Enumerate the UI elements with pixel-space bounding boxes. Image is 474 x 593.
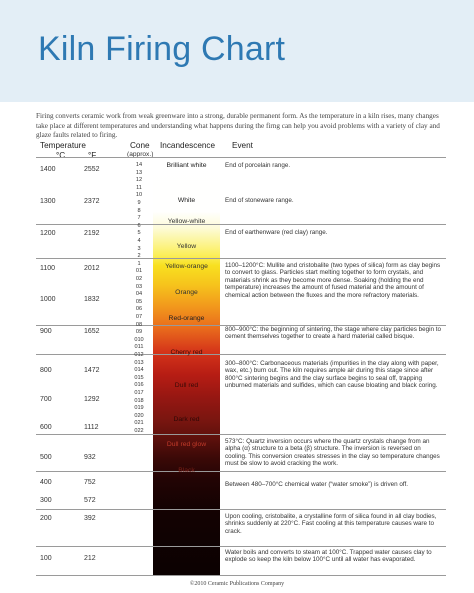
temperature-header: Temperature — [40, 141, 86, 150]
cone-number: 021 — [134, 420, 144, 427]
row-divider — [36, 509, 446, 510]
cone-number: 10 — [135, 192, 143, 199]
cone-number: 022 — [134, 428, 144, 434]
cone-number: 01 — [135, 268, 143, 275]
temp-fahrenheit: 2012 — [84, 265, 100, 272]
cone-number: 011 — [134, 344, 144, 351]
incandescence-label: Dull red — [174, 382, 199, 389]
temp-fahrenheit: 2552 — [84, 166, 100, 173]
celsius-header: °C — [56, 151, 66, 160]
cone-number: 7 — [137, 215, 141, 222]
temp-fahrenheit: 752 — [84, 479, 96, 486]
row-divider — [36, 434, 446, 435]
temp-fahrenheit: 2372 — [84, 198, 100, 205]
incandescence-label: Dark red — [173, 416, 200, 423]
cone-number: 09 — [135, 329, 143, 336]
event-description: 573°C: Quartz inversion occurs where the quartz crystals change from an alpha (α) structure to a beta (β) structure. The inversion is reversed on cooling. This conversion creates stresses in the clay so temperature changes must be slow to avoid cracking the work. — [225, 438, 440, 468]
cone-number: 015 — [134, 374, 144, 381]
event-description: End of earthenware (red clay) range. — [225, 229, 328, 236]
temp-celsius: 1100 — [40, 265, 56, 272]
incandescence-header: Incandescence — [160, 141, 216, 150]
cone-number: 019 — [134, 405, 144, 412]
copyright-footer: ©2010 Ceramic Publications Company — [189, 581, 285, 587]
temp-fahrenheit: 212 — [84, 555, 96, 562]
cone-number: 14 — [135, 162, 143, 168]
row-divider — [36, 546, 446, 547]
temp-celsius: 400 — [40, 479, 52, 486]
temp-fahrenheit: 392 — [84, 515, 96, 522]
incandescence-label: White — [177, 197, 196, 204]
temp-fahrenheit: 1472 — [84, 367, 100, 374]
incandescence-label: Brilliant white — [166, 162, 207, 169]
intro-paragraph: Firing converts ceramic work from weak greenware into a strong, durable permanent form. As the temperature in a kiln rises, many changes take place at different temperatures and understanding what happens during the firng can help you avoid problems with a variety of clay and glaze faults related to firing. — [36, 112, 440, 140]
incandescence-label: Yellow-white — [167, 218, 206, 225]
cone-number: 12 — [135, 177, 143, 184]
event-description: End of stoneware range. — [225, 197, 294, 204]
title-banner — [0, 0, 474, 102]
row-divider — [36, 471, 446, 472]
temp-celsius: 1300 — [40, 198, 56, 205]
temp-fahrenheit: 932 — [84, 454, 96, 461]
temp-celsius: 600 — [40, 424, 52, 431]
cone-number: 03 — [135, 283, 143, 290]
temp-fahrenheit: 1292 — [84, 396, 100, 403]
cone-subheader: (approx.) — [127, 151, 154, 158]
event-header: Event — [232, 141, 253, 150]
temp-celsius: 1200 — [40, 230, 56, 237]
cone-number: 02 — [135, 276, 143, 282]
cone-number: 017 — [134, 390, 144, 396]
cone-number: 04 — [135, 291, 143, 298]
cone-number: 016 — [134, 382, 144, 389]
cone-number: 07 — [135, 314, 143, 320]
event-description: 800–900°C: the beginning of sintering, the stage where clay particles begin to cement themselves together to create a hard material called bisque. — [225, 326, 442, 341]
cone-number: 11 — [136, 184, 142, 191]
cone-header: Cone — [130, 141, 150, 150]
incandescence-label: Black — [178, 467, 195, 474]
temp-fahrenheit: 2192 — [84, 230, 100, 237]
temp-fahrenheit: 1832 — [84, 296, 100, 303]
cone-number: 3 — [137, 245, 141, 252]
event-description: End of porcelain range. — [225, 162, 291, 169]
cone-number: 012 — [134, 352, 144, 358]
temp-celsius: 1000 — [40, 296, 56, 303]
incandescence-label: Yellow — [176, 243, 197, 250]
event-description: Water boils and converts to steam at 100°C. Trapped water causes clay to explode so keep the kiln below 100°C until all water has evaporated. — [225, 549, 432, 564]
row-divider — [36, 224, 446, 225]
cone-number: 020 — [134, 412, 144, 419]
incandescence-label: Red-orange — [168, 315, 205, 322]
fahrenheit-header: °F — [88, 151, 97, 160]
page-title: Kiln Firing Chart — [38, 30, 286, 68]
temp-fahrenheit: 1652 — [84, 328, 100, 335]
row-divider — [36, 354, 446, 355]
cone-number: 08 — [135, 321, 143, 328]
cone-number: 6 — [137, 222, 141, 229]
row-divider — [36, 258, 446, 259]
event-description: Between 480–700°C chemical water (“water smoke”) is driven off. — [225, 481, 408, 488]
cone-number: 06 — [135, 306, 143, 313]
temp-celsius: 500 — [40, 454, 52, 461]
row-divider — [36, 157, 446, 158]
temp-celsius: 700 — [40, 396, 52, 403]
temp-fahrenheit: 572 — [84, 497, 96, 504]
incandescence-label: Cherry red — [170, 349, 203, 356]
cone-number: 018 — [134, 397, 144, 404]
temp-celsius: 300 — [40, 497, 52, 504]
cone-number: 9 — [137, 200, 141, 206]
cone-number: 4 — [137, 238, 141, 244]
row-divider — [36, 575, 446, 576]
cone-number: 010 — [134, 336, 144, 343]
cone-number: 8 — [137, 207, 141, 214]
cone-number: 014 — [134, 367, 144, 374]
temp-celsius: 100 — [40, 555, 52, 562]
event-description: 300–800°C: Carbonaceous materials (impurities in the clay along with paper, wax, etc.) burn out. The kiln requires ample air during this stage since after 800°C sintering begins and the clay surface begins to seal off, trapping unburned materials and sulfides, which can cause bloating and black coring. — [225, 360, 439, 390]
event-description: 1100–1200°C: Mullite and cristobalite (two types of silica) form as clay begins to convert to glass. Particles start melting together to form crystals, and materials shrink as they become more dense. Soaking (holding the end temperature) increases the amount of fused material and the amount of chemical action between the fluxes and the more refractory materials. — [225, 262, 441, 299]
temp-celsius: 200 — [40, 515, 52, 522]
cone-number: 13 — [135, 169, 143, 176]
temp-celsius: 1400 — [40, 166, 56, 173]
cone-number: 1 — [137, 260, 141, 267]
incandescence-label: Dull red glow — [166, 441, 207, 448]
temp-celsius: 800 — [40, 367, 52, 374]
temp-celsius: 900 — [40, 328, 52, 335]
incandescence-label: Yellow-orange — [165, 263, 208, 270]
event-description: Upon cooling, cristobalite, a crystalline form of silica found in all clay bodies, shrinks suddenly at 220°C. Fast cooling at this temperature causes ware to crack. — [225, 513, 437, 535]
incandescence-label: Orange — [175, 289, 198, 296]
cone-number: 05 — [135, 298, 143, 305]
temp-fahrenheit: 1112 — [84, 424, 99, 431]
cone-number: 013 — [134, 359, 144, 366]
cone-number: 5 — [137, 230, 141, 237]
cone-number: 2 — [137, 253, 141, 260]
